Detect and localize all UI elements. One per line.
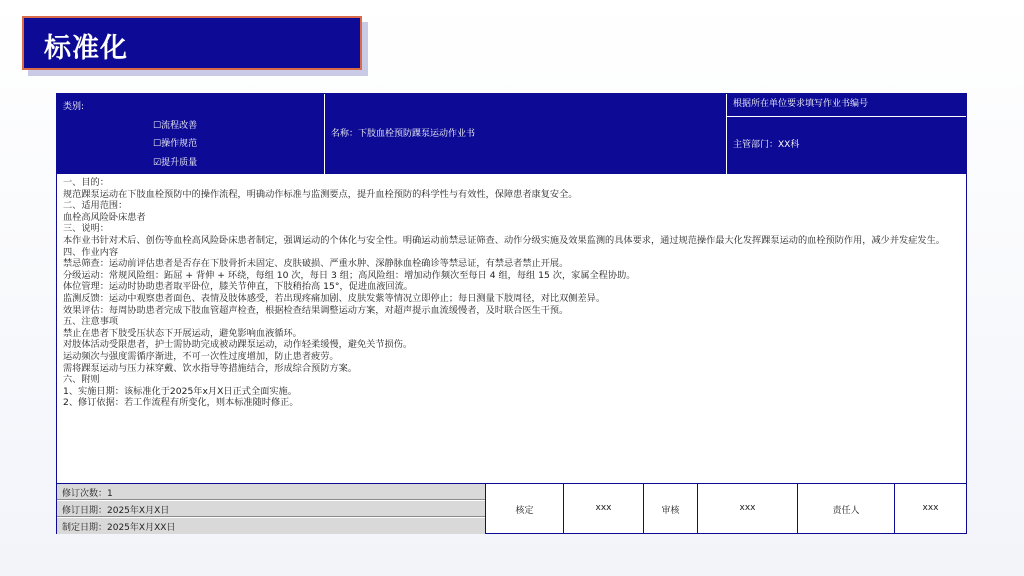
revision-count: 修订次数：1 [62, 489, 113, 499]
section-heading: 三、说明： [63, 223, 109, 235]
body-line: 本作业书针对术后、创伤等血栓高风险卧床患者制定，强调运动的个体化与安全性。明确运动前禁忌证筛查、动作分级实施及效果监测的具体要求，通过规范操作最大化发挥踝泵运动的血栓预防作用，减少并发症发生。 [63, 234, 945, 246]
verify-label: 核定 [515, 506, 534, 516]
section-heading: 五、注意事项 [63, 316, 119, 328]
revision-date-cell [57, 501, 485, 517]
name-cell [325, 94, 727, 174]
body-line: 禁止在患者下肢受压状态下开展运动，避免影响血液循环。 [63, 327, 302, 339]
category-cell [57, 94, 325, 174]
standard-form [56, 93, 967, 534]
option-operation-spec[interactable]: ☐操作规范 [153, 139, 198, 149]
review-value: xxx [739, 503, 756, 513]
form-footer [57, 483, 966, 534]
owner-label-cell [797, 484, 894, 534]
body-line: 1、实施日期：该标准化于2025年x月X日正式全面实施。 [63, 385, 297, 397]
body-line: 对肢体活动受限患者，护士需协助完成被动踝泵运动，动作轻柔缓慢，避免关节损伤。 [63, 339, 413, 351]
verify-value-cell [563, 484, 643, 534]
form-header [57, 94, 966, 174]
owner-label: 责任人 [832, 506, 860, 516]
body-line: 2、修订依据：若工作流程有所变化，则本标准随时修正。 [63, 397, 299, 409]
revision-date: 修订日期：2025年X月X日 [62, 506, 170, 516]
section-heading: 二、适用范围： [63, 200, 128, 212]
review-value-cell [697, 484, 797, 534]
section-heading: 四、作业内容 [63, 246, 119, 258]
code-divider [727, 116, 966, 117]
code-note: 根据所在单位要求填写作业书编号 [733, 99, 869, 109]
verify-value: xxx [595, 503, 612, 513]
category-label: 类别: [63, 102, 85, 112]
body-line: 血栓高风险卧床患者 [63, 211, 146, 223]
body-line: 需将踝泵运动与压力袜穿戴、饮水指导等措施结合，形成综合预防方案。 [63, 362, 357, 374]
page-title: 标准化 [44, 33, 128, 64]
created-date-cell [57, 518, 485, 534]
body-line: 体位管理：运动时协助患者取平卧位，膝关节伸直，下肢稍抬高 15°，促进血液回流。 [63, 281, 413, 293]
body-line: 规范踝泵运动在下肢血栓预防中的操作流程，明确动作标准与监测要点，提升血栓预防的科学性与有效性，保障患者康复安全。 [63, 188, 578, 200]
code-cell [727, 94, 966, 174]
review-label-cell [643, 484, 697, 534]
body-line: 分级运动：常规风险组：跖屈 + 背伸 + 环绕，每组 10 次，每日 3 组；高风险组：增加动作频次至每日 4 组，每组 15 次，家属全程协助。 [63, 269, 636, 281]
option-quality-improve[interactable]: ☑提升质量 [153, 158, 198, 168]
body-line: 效果评估：每周协助患者完成下肢血管超声检查，根据检查结果调整运动方案，对超声提示血流缓慢者，及时联合医生干预。 [63, 304, 569, 316]
review-label: 审核 [661, 506, 680, 516]
owner-value: xxx [922, 503, 939, 513]
section-heading: 一、目的： [63, 177, 109, 188]
option-process-improve[interactable]: ☐流程改善 [153, 121, 198, 131]
body-line: 运动频次与强度需循序渐进，不可一次性过度增加，防止患者疲劳。 [63, 350, 339, 362]
revision-count-cell [57, 484, 485, 500]
department: 主管部门：XX科 [733, 140, 800, 150]
created-date: 制定日期：2025年X月XX日 [62, 523, 176, 533]
body-line: 禁忌筛查：运动前评估患者是否存在下肢骨折未固定、皮肤破损、严重水肿、深静脉血栓确诊等禁忌证，有禁忌者禁止开展。 [63, 258, 569, 270]
doc-name: 名称：下肢血栓预防踝泵运动作业书 [331, 129, 476, 139]
title-banner [22, 16, 362, 70]
section-heading: 六、附则 [63, 374, 100, 386]
verify-label-cell [485, 484, 563, 534]
body-content [63, 177, 960, 409]
body-line: 监测反馈：运动中观察患者面色、表情及肢体感受，若出现疼痛加剧、皮肤发紫等情况立即停止；每日测量下肢周径，对比双侧差异。 [63, 292, 606, 304]
owner-value-cell [894, 484, 966, 534]
